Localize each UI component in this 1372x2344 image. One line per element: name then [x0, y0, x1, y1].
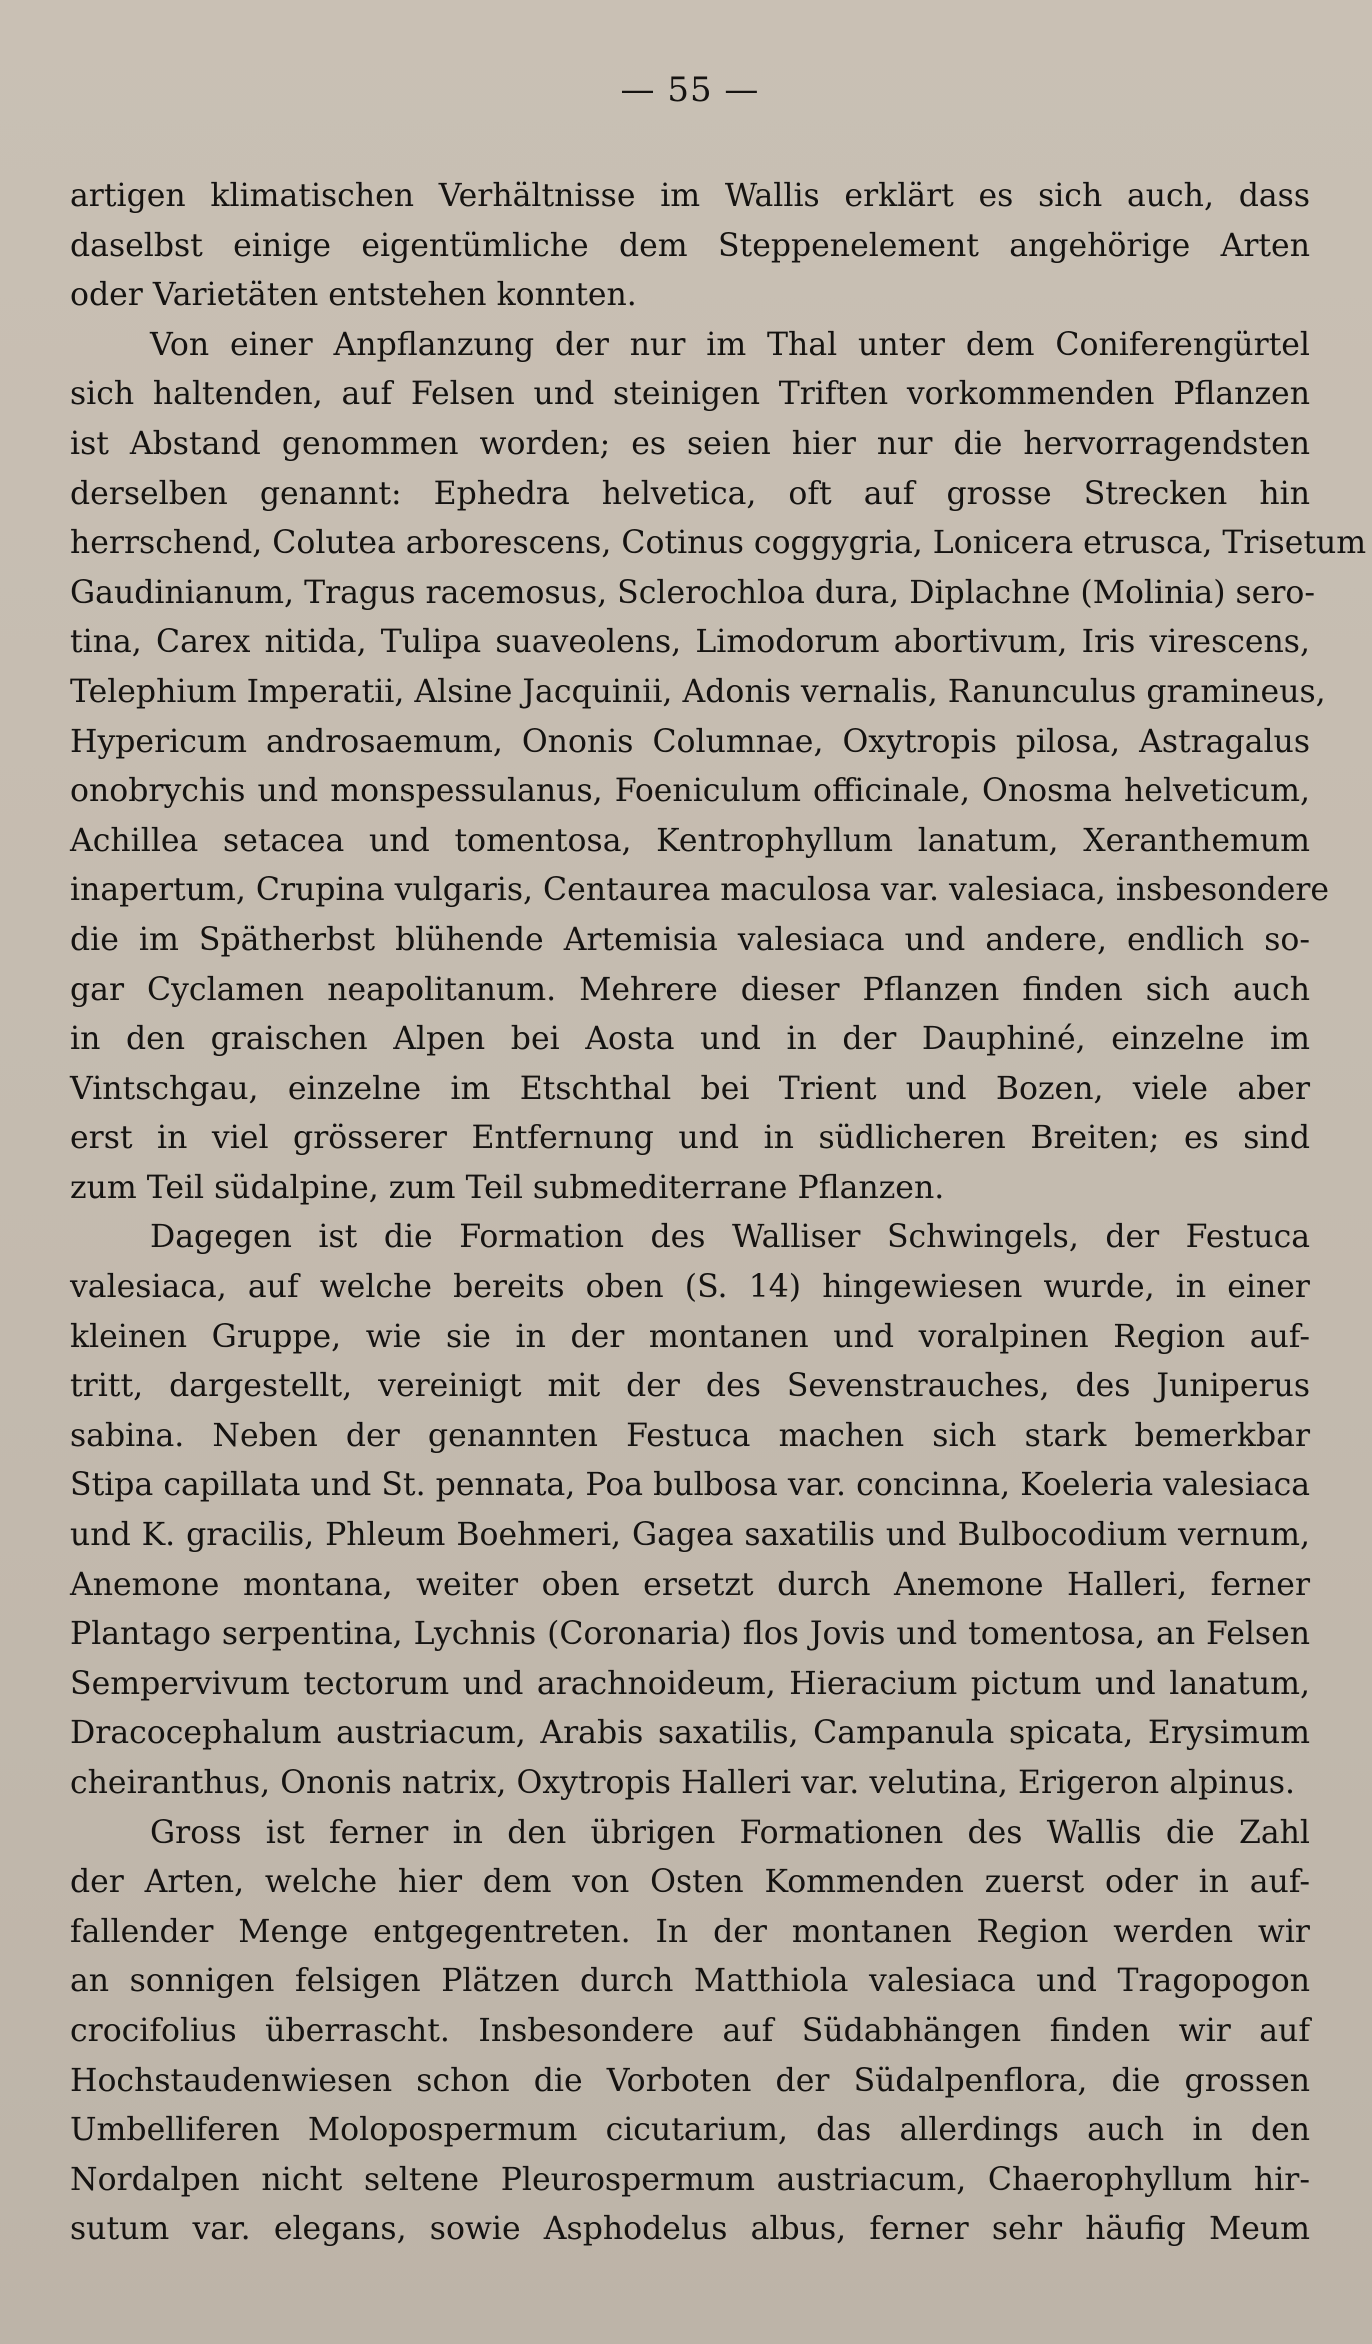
page-number: — 55 —: [620, 70, 760, 110]
text-line: herrschend, Colutea arborescens, Cotinus coggygria, Lonicera etrusca, Trisetum: [70, 525, 1367, 562]
text-line: artigen klimatischen Verhältnisse im Wallis erklärt es sich auch, dass: [70, 178, 1310, 214]
text-line: crocifolius überrascht. Insbesondere auf Südabhängen finden wir auf: [70, 2012, 1310, 2049]
text-line: fallender Menge entgegentreten. In der montanen Region werden wir: [70, 1913, 1310, 1950]
text-line: an sonnigen felsigen Plätzen durch Matthiola valesiaca und Tragopogon: [70, 1963, 1310, 2000]
text-line: die im Spätherbst blühende Artemisia valesiaca und andere, endlich so-: [70, 921, 1310, 958]
text-line: in den graischen Alpen bei Aosta und in der Dauphiné, einzelne im: [70, 1021, 1310, 1058]
text-line: der Arten, welche hier dem von Osten Kommenden zuerst oder in auf-: [70, 1864, 1310, 1901]
text-line: cheiranthus, Ononis natrix, Oxytropis Halleri var. velutina, Erigeron alpinus.: [70, 1765, 1296, 1801]
paragraph-4: [70, 1809, 1310, 2255]
text-line: erst in viel grösserer Entfernung und in südlicheren Breiten; es sind: [70, 1120, 1310, 1157]
text-line: Dracocephalum austriacum, Arabis saxatilis, Campanula spicata, Erysimum: [70, 1715, 1310, 1752]
text-line: Hochstaudenwiesen schon die Vorboten der Südalpenflora, die grossen: [70, 2062, 1310, 2099]
text-line: sutum var. elegans, sowie Asphodelus albus, ferner sehr häufig Meum: [70, 2211, 1310, 2248]
text-line: kleinen Gruppe, wie sie in der montanen und voralpinen Region auf-: [70, 1318, 1310, 1355]
text-line: zum Teil südalpine, zum Teil submediterrane Pflanzen.: [70, 1169, 945, 1206]
paragraph-1: [70, 172, 1310, 321]
text-line: und K. gracilis, Phleum Boehmeri, Gagea saxatilis und Bulbocodium vernum,: [70, 1517, 1310, 1554]
text-line: Anemone montana, weiter oben ersetzt durch Anemone Halleri, ferner: [70, 1566, 1310, 1603]
text-line: Gross ist ferner in den übrigen Formationen des Wallis die Zahl: [150, 1814, 1310, 1851]
text-line: gar Cyclamen neapolitanum. Mehrere dieser Pflanzen finden sich auch: [70, 971, 1310, 1008]
text-line: Hypericum androsaemum, Ononis Columnae, Oxytropis pilosa, Astragalus: [70, 723, 1310, 760]
text-line: sich haltenden, auf Felsen und steinigen Triften vorkommenden Pflanzen: [70, 376, 1310, 413]
book-page: [70, 60, 1367, 2320]
text-line: Telephium Imperatii, Alsine Jacquinii, Adonis vernalis, Ranunculus gramineus,: [70, 673, 1326, 710]
text-line: Umbelliferen Molopospermum cicutarium, das allerdings auch in den: [70, 2112, 1310, 2149]
text-line: Vintschgau, einzelne im Etschthal bei Trient und Bozen, viele aber: [70, 1070, 1310, 1107]
text-line: sabina. Neben der genannten Festuca machen sich stark bemerkbar: [70, 1417, 1310, 1454]
text-line: ist Abstand genommen worden; es seien hier nur die hervorragendsten: [70, 425, 1310, 462]
text-line: derselben genannt: Ephedra helvetica, oft auf grosse Strecken hin: [70, 475, 1310, 512]
text-line: Gaudinianum, Tragus racemosus, Sclerochloa dura, Diplachne (Molinia) sero-: [70, 574, 1315, 611]
text-line: valesiaca, auf welche bereits oben (S. 14) hingewiesen wurde, in einer: [70, 1269, 1310, 1306]
text-line: Nordalpen nicht seltene Pleurospermum austriacum, Chaerophyllum hir-: [70, 2161, 1310, 2198]
text-line: Stipa capillata und St. pennata, Poa bulbosa var. concinna, Koeleria valesiaca: [70, 1467, 1310, 1504]
text-line: onobrychis und monspessulanus, Foeniculum officinale, Onosma helveticum,: [70, 773, 1310, 810]
text-line: daselbst einige eigentümliche dem Steppenelement angehörige Arten: [70, 227, 1310, 264]
paragraph-2: [70, 321, 1367, 1214]
text-line: tritt, dargestellt, vereinigt mit der des Sevenstrauches, des Juniperus: [70, 1368, 1310, 1405]
text-line: inapertum, Crupina vulgaris, Centaurea maculosa var. valesiaca, insbesondere: [70, 872, 1330, 909]
paragraph-3: [70, 1213, 1310, 1808]
text-line: Dagegen ist die Formation des Walliser Schwingels, der Festuca: [150, 1219, 1310, 1256]
text-line: Achillea setacea und tomentosa, Kentrophyllum lanatum, Xeranthemum: [70, 822, 1310, 859]
text-line: Von einer Anpflanzung der nur im Thal unter dem Coniferengürtel: [150, 326, 1310, 363]
text-line: Plantago serpentina, Lychnis (Coronaria) flos Jovis und tomentosa, an Felsen: [70, 1616, 1310, 1653]
text-line: Sempervivum tectorum und arachnoideum, Hieracium pictum und lanatum,: [70, 1665, 1310, 1702]
text-line: tina, Carex nitida, Tulipa suaveolens, Limodorum abortivum, Iris virescens,: [70, 624, 1310, 661]
text-line: oder Varietäten entstehen konnten.: [70, 277, 637, 314]
